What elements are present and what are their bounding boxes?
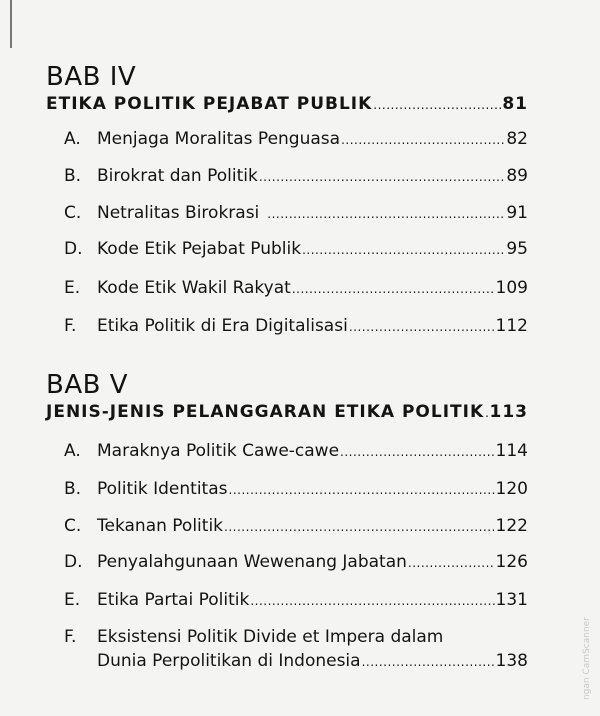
entry-page: 112 xyxy=(495,316,528,336)
bab-iv-heading: BAB IV xyxy=(46,62,137,92)
leader-dots xyxy=(224,516,495,538)
entry-page: 95 xyxy=(506,239,528,259)
chapter-iv-title: ETIKA POLITIK PEJABAT PUBLIK xyxy=(46,94,373,114)
toc-entry-iv-c xyxy=(64,202,528,225)
toc-entry-iv-b xyxy=(64,165,528,188)
leader-dots xyxy=(341,129,505,151)
entry-page: 109 xyxy=(495,278,528,298)
chapter-iv-page: 81 xyxy=(502,94,528,114)
chapter-v-title: JENIS-JENIS PELANGGARAN ETIKA POLITIK xyxy=(46,402,485,422)
leader-dots xyxy=(362,651,495,673)
entry-title: Etika Partai Politik xyxy=(97,590,250,610)
entry-page: 122 xyxy=(495,516,528,536)
entry-title: Penyalahgunaan Wewenang Jabatan xyxy=(97,552,407,572)
entry-page: 126 xyxy=(495,552,528,572)
entry-letter: C. xyxy=(64,203,82,223)
chapter-v-entry xyxy=(46,401,528,424)
toc-entry-v-b xyxy=(64,478,528,501)
leader-dots xyxy=(259,166,506,188)
toc-entry-v-c xyxy=(64,515,528,538)
entry-title: Politik Identitas xyxy=(97,479,228,499)
toc-entry-iv-d xyxy=(64,238,528,261)
entry-page: 82 xyxy=(506,129,528,149)
leader-dots xyxy=(408,552,495,574)
leader-dots xyxy=(267,203,505,225)
entry-page: 114 xyxy=(495,441,528,461)
entry-letter: B. xyxy=(64,479,82,499)
entry-title: Kode Etik Wakil Rakyat xyxy=(97,278,291,298)
entry-title: Maraknya Politik Cawe-cawe xyxy=(97,441,340,461)
leader-dots xyxy=(349,316,495,338)
toc-entry-v-f-line2 xyxy=(97,650,528,673)
bab-v-heading: BAB V xyxy=(46,370,129,400)
entry-page: 89 xyxy=(506,166,528,186)
entry-letter: D. xyxy=(64,552,83,572)
leader-dots xyxy=(292,278,495,300)
entry-title: Birokrat dan Politik xyxy=(97,166,258,186)
toc-entry-v-d xyxy=(64,551,528,574)
toc-entry-v-f xyxy=(64,626,528,648)
entry-letter: F. xyxy=(64,627,77,647)
entry-letter: A. xyxy=(64,129,81,149)
leader-dots xyxy=(250,590,494,612)
entry-page: 138 xyxy=(495,651,528,671)
entry-page: 120 xyxy=(495,479,528,499)
entry-title: Etika Politik di Era Digitalisasi xyxy=(97,316,348,336)
leader-dots xyxy=(340,441,495,463)
toc-entry-v-e xyxy=(64,589,528,612)
entry-letter: A. xyxy=(64,441,81,461)
entry-letter: F. xyxy=(64,316,77,336)
entry-letter: E. xyxy=(64,278,81,298)
toc-entry-iv-e xyxy=(64,277,528,300)
entry-title-continued: Dunia Perpolitikan di Indonesia xyxy=(97,651,361,671)
toc-entry-iv-a xyxy=(64,128,528,151)
leader-dots xyxy=(302,239,505,261)
entry-page: 91 xyxy=(506,203,528,223)
leader-dots xyxy=(229,479,495,501)
entry-letter: B. xyxy=(64,166,82,186)
leader-dots xyxy=(373,94,501,116)
entry-title: Tekanan Politik xyxy=(97,516,224,536)
leader-dots xyxy=(485,402,488,424)
entry-title: Eksistensi Politik Divide et Impera dalam xyxy=(97,627,444,647)
entry-title: Kode Etik Pejabat Publik xyxy=(97,239,302,259)
entry-letter: D. xyxy=(64,239,83,259)
entry-title: Netralitas Birokrasi xyxy=(97,203,260,223)
entry-letter: C. xyxy=(64,516,82,536)
chapter-v-page: 113 xyxy=(489,402,528,422)
toc-entry-iv-f xyxy=(64,315,528,338)
entry-title: Menjaga Moralitas Penguasa xyxy=(97,129,341,149)
chapter-iv-entry xyxy=(46,93,528,116)
scanner-watermark: ngan CamScanner xyxy=(582,617,592,700)
page-edge-line xyxy=(10,0,12,48)
entry-letter: E. xyxy=(64,590,81,610)
toc-entry-v-a xyxy=(64,440,528,463)
entry-page: 131 xyxy=(495,590,528,610)
